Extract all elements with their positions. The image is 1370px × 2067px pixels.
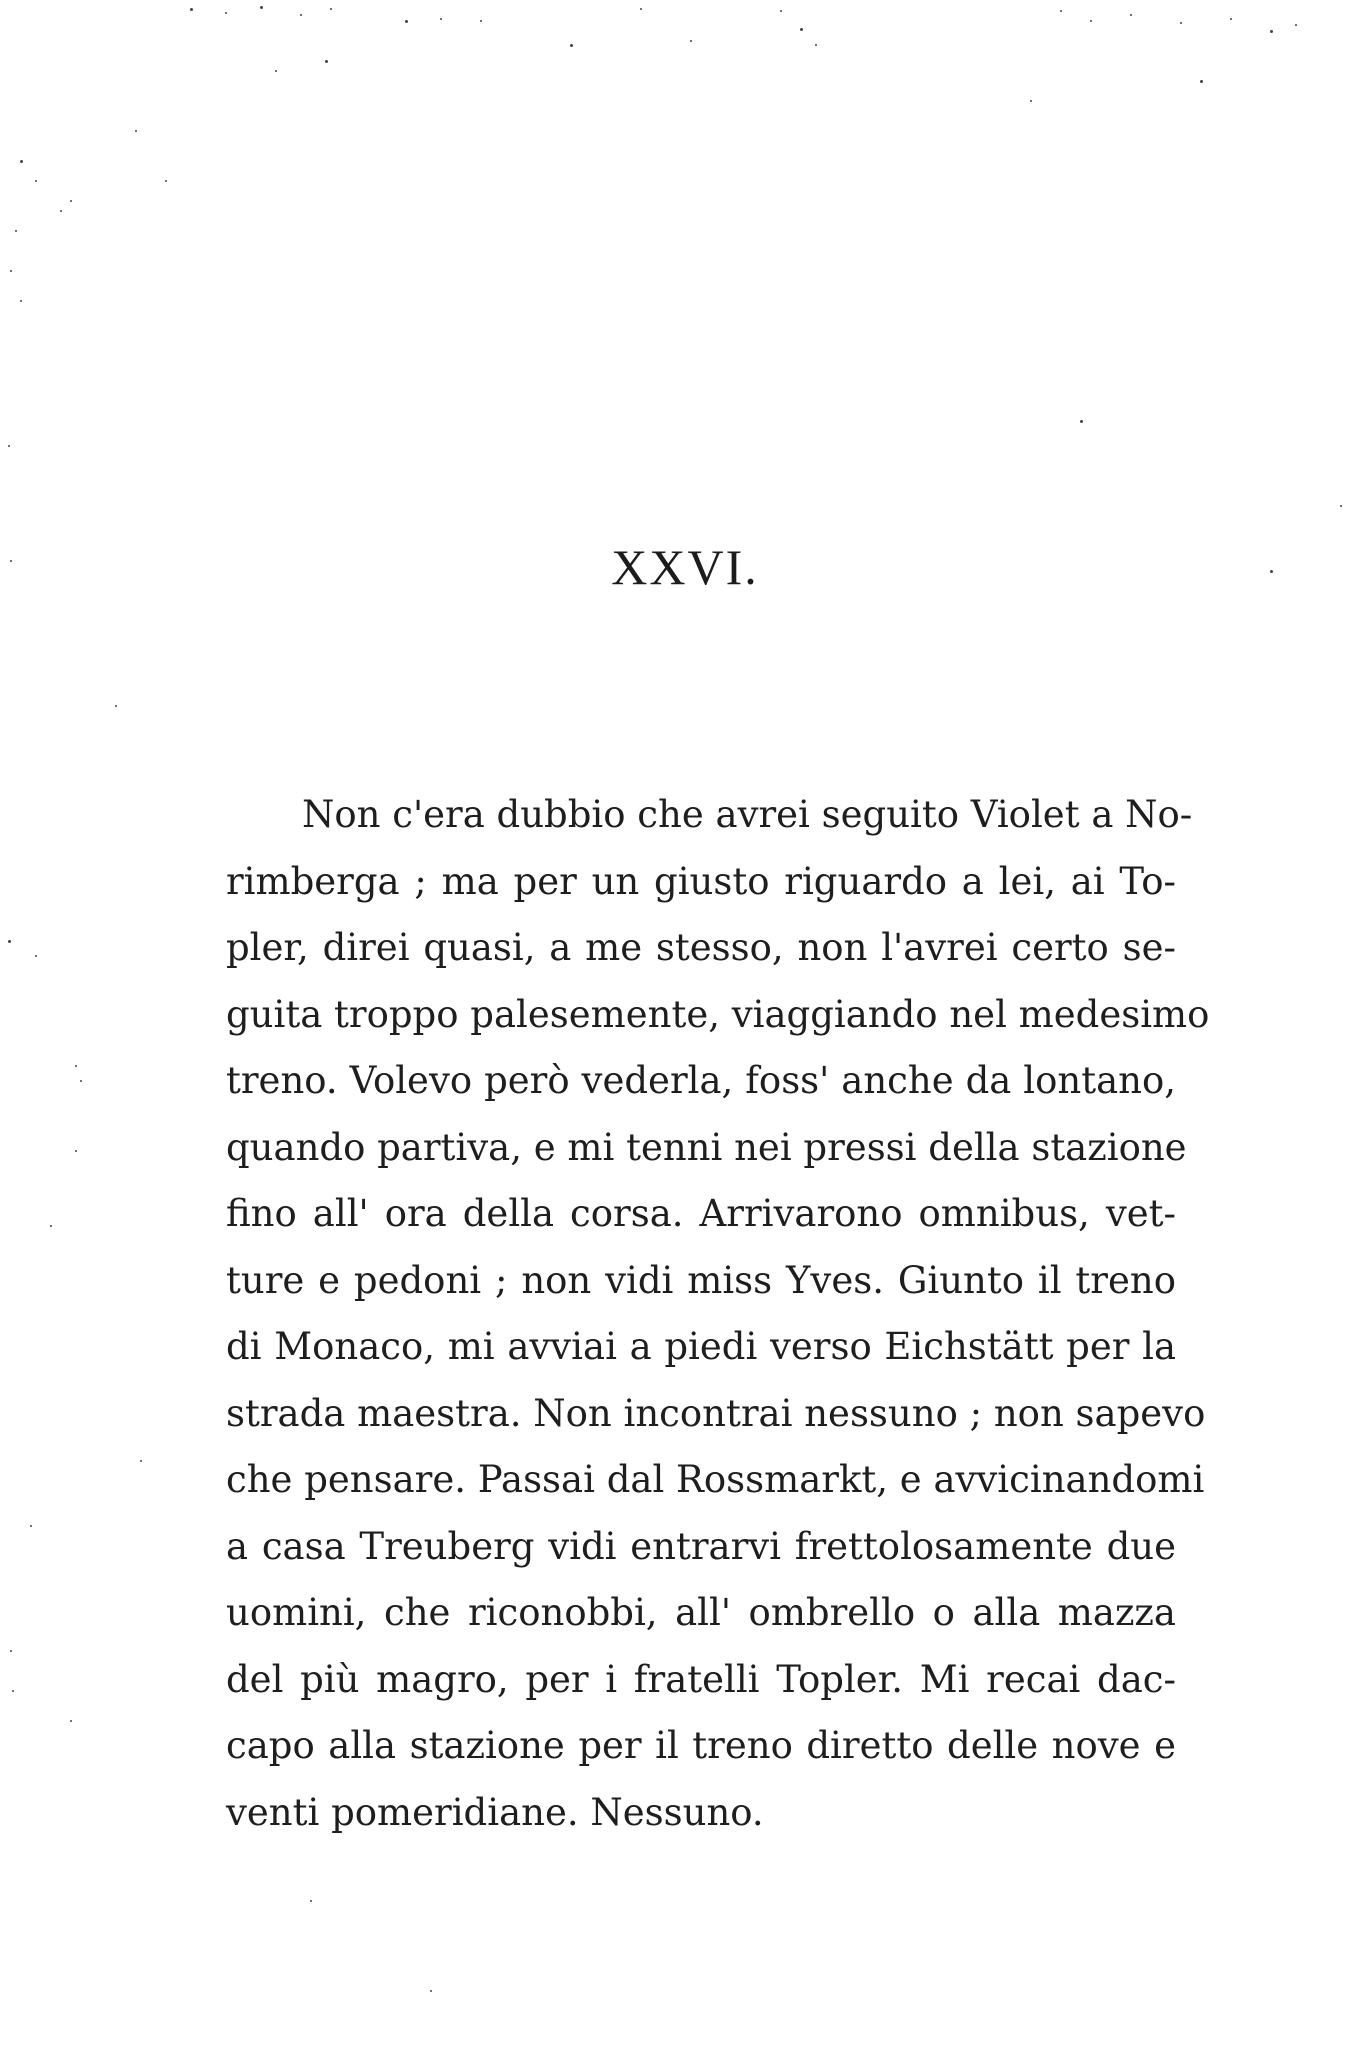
scan-speck — [1060, 10, 1062, 12]
scan-speck — [430, 1990, 432, 1992]
scan-speck — [330, 8, 332, 10]
scan-speck — [815, 44, 817, 46]
text-line: ture e pedoni ; non vidi miss Yves. Giunto il treno — [226, 1258, 1176, 1302]
text-line: strada maestra. Non incontrai nessuno ; non sapevo — [226, 1391, 1206, 1435]
scan-speck — [1030, 100, 1032, 102]
scan-speck — [20, 160, 23, 163]
scan-speck — [190, 8, 193, 11]
scan-speck — [20, 300, 22, 302]
scan-speck — [115, 705, 117, 707]
scan-speck — [690, 40, 692, 42]
scan-speck — [75, 1065, 77, 1067]
scan-speck — [10, 270, 12, 272]
scan-speck — [640, 8, 642, 10]
scan-speck — [780, 10, 782, 12]
text-line: treno. Volevo però vederla, foss' anche da lontano, — [226, 1059, 1176, 1102]
scan-speck — [1080, 420, 1083, 423]
scan-speck — [15, 230, 17, 232]
scan-speck — [50, 1225, 52, 1227]
scan-speck — [165, 180, 167, 182]
scan-speck — [70, 200, 72, 202]
scan-speck — [8, 445, 10, 447]
scan-speck — [10, 1650, 12, 1652]
scan-speck — [1270, 570, 1273, 573]
scan-speck — [80, 1080, 82, 1082]
chapter-heading: XXVI. — [611, 539, 759, 595]
scan-speck — [8, 940, 11, 943]
scan-speck — [10, 560, 12, 562]
text-line: fino all' ora della corsa. Arrivarono omnibus, vet- — [226, 1192, 1176, 1235]
scan-speck — [60, 210, 62, 212]
text-line: che pensare. Passai dal Rossmarkt, e avvicinandomi — [226, 1458, 1205, 1501]
scan-speck — [135, 130, 137, 132]
scan-speck — [570, 44, 573, 47]
scan-speck — [440, 18, 442, 20]
scan-speck — [1090, 20, 1092, 22]
text-line: Non c'era dubbio che avrei seguito Violet a No- — [302, 793, 1193, 836]
text-line: pler, direi quasi, a me stesso, non l'avrei certo se- — [226, 926, 1176, 969]
text-line: a casa Treuberg vidi entrarvi frettolosamente due — [226, 1524, 1176, 1568]
scan-speck — [300, 14, 302, 16]
scan-speck — [70, 1720, 72, 1722]
text-line: rimberga ; ma per un giusto riguardo a lei, ai To- — [226, 859, 1176, 903]
text-line: uomini, che riconobbi, all' ombrello o alla mazza — [226, 1591, 1176, 1634]
scan-speck — [325, 60, 328, 63]
scan-speck — [480, 20, 482, 22]
body-text — [226, 782, 1210, 1846]
text-line: guita troppo palesemente, viaggiando nel medesimo — [226, 992, 1210, 1036]
scan-speck — [35, 955, 37, 957]
scan-speck — [140, 1460, 142, 1462]
scan-speck — [75, 1150, 77, 1152]
scan-speck — [1340, 505, 1342, 507]
scan-speck — [12, 1690, 14, 1692]
scan-speck — [1270, 30, 1273, 33]
scan-speck — [275, 70, 277, 72]
scan-speck — [800, 28, 803, 31]
text-line: quando partiva, e mi tenni nei pressi della stazione — [226, 1125, 1187, 1169]
scan-speck — [225, 12, 227, 14]
scan-speck — [1230, 18, 1232, 20]
text-line: capo alla stazione per il treno diretto delle nove e — [226, 1724, 1176, 1767]
scan-speck — [310, 1900, 312, 1902]
scan-speck — [260, 6, 263, 9]
text-line: del più magro, per i fratelli Topler. Mi recai dac- — [226, 1657, 1176, 1701]
scan-speck — [1200, 80, 1203, 83]
scan-speck — [30, 1525, 32, 1527]
scan-speck — [1130, 14, 1132, 16]
scan-speck — [405, 20, 408, 23]
scan-speck — [1295, 24, 1297, 26]
scan-speck — [35, 180, 37, 182]
text-line: di Monaco, mi avviai a piedi verso Eichstätt per la — [226, 1325, 1176, 1368]
text-line: venti pomeridiane. Nessuno. — [226, 1790, 764, 1834]
scan-speck — [1180, 22, 1182, 24]
